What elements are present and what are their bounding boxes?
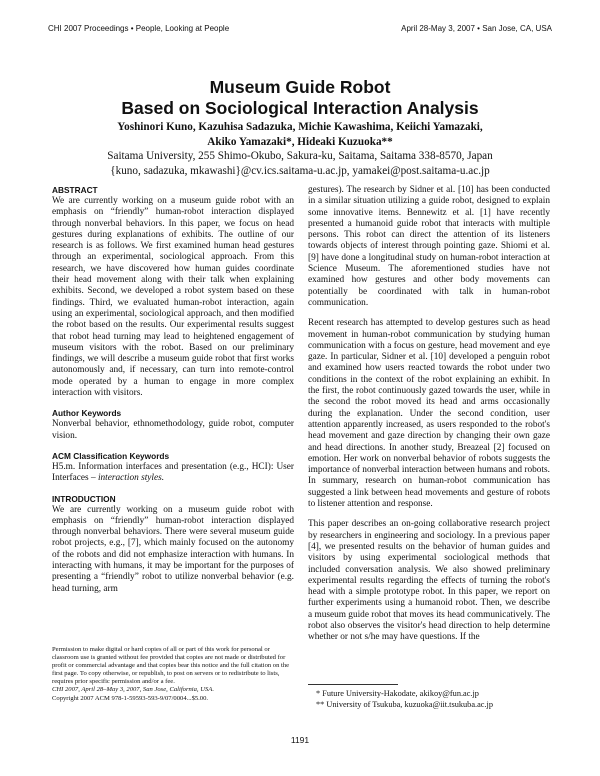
acm-heading: ACM Classification Keywords <box>52 450 170 461</box>
acm-text-plain: H5.m. Information interfaces and presentation (e.g., HCI): User Interfaces – <box>52 461 294 484</box>
right-column <box>308 185 550 644</box>
intro-heading: INTRODUCTION <box>52 493 116 504</box>
header-left: CHI 2007 Proceedings • People, Looking at People <box>48 24 230 33</box>
header-right: April 28-May 3, 2007 • San Jose, CA, USA <box>401 24 552 33</box>
title-line-1: Museum Guide Robot <box>209 77 391 97</box>
affiliation: Saitama University, 255 Shimo-Okubo, Sakura-ku, Saitama, Saitama 338-8570, Japan <box>107 150 493 162</box>
abstract-text: We are currently working on a museum guide robot with an emphasis on “friendly” human-robot interaction displayed through nonverbal behaviors. In this paper, we focus on head gestures during explanations of exhibits. The outline of our research is as follows. We first examined human head gestures through an experimental, sociological approach. From this research, we have discovered how human guides coordinate their head movement along with their talk when explaining exhibits. Second, we developed a robot system based on these findings. Third, we evaluated human-robot interaction, again using an experimental, sociological approach, and then modified the robot based on the results. Our experimental results suggest that robot head turning may lead to heightened engagement of museum visitors with the robot. Based on our preliminary findings, we will describe a museum guide robot that first works autonomously and, if necessary, can turn into remote-control mode operated by a human to engage in more complex interaction with visitors. <box>52 196 294 399</box>
keywords-text: Nonverbal behavior, ethnomethodology, guide robot, computer vision. <box>52 419 294 441</box>
abstract-heading: ABSTRACT <box>52 185 98 195</box>
keywords-heading: Author Keywords <box>52 408 122 419</box>
left-column <box>52 185 294 595</box>
running-header <box>48 24 552 38</box>
acm-text <box>52 462 294 485</box>
footnotes <box>308 684 550 710</box>
title-line-2: Based on Sociological Interaction Analysis <box>121 98 479 118</box>
page-number: 1191 <box>290 735 310 745</box>
author-emails: {kuno, sadazuka, mkawashi}@cv.ics.saitama-u.ac.jp, yamakei@post.saitama-u.ac.jp <box>110 164 490 177</box>
acm-text-italic: interaction styles. <box>97 473 165 484</box>
intro-text: We are currently working on a museum guide robot with emphasis on “friendly” human-robot interaction displayed through nonverbal behaviors. There were several museum guide robot projects, e.g., [7], which mainly focused on the autonomy of the robots and did not emphasize interaction with humans. In interacting with humans, it may be important for the purposes of presenting a “friendly” robot to utilize nonverbal behavior (e.g. head turning, arm <box>52 504 294 594</box>
authors-line-2: Akiko Yamazaki*, Hideaki Kuzuoka** <box>207 135 393 148</box>
paper-title <box>0 77 600 119</box>
footnote-rule <box>308 684 398 685</box>
authors-line-1: Yoshinori Kuno, Kazuhisa Sadazuka, Michie Kawashima, Keiichi Yamazaki, <box>117 121 483 133</box>
conference-info: CHI 2007, April 28–May 3, 2007, San Jose, California, USA. <box>52 686 214 694</box>
footnote-1: * Future University-Hakodate, akikoy@fun.ac.jp <box>316 689 479 698</box>
right-paragraph-1: gestures). The research by Sidner et al. [10] has been conducted in a similar situation utilizing a guide robot, designed to explain some innovative items. Bennewitz et al. [1] have recently presented a humanoid guide robot that interacts with multiple persons. This robot can direct the attention of its listeners towards objects of interest through pointing gaze. Shiomi et al. [9] have done a longitudinal study on human-robot interaction at Science Museum. The aforementioned studies have not examined how gestures and other body movements can potentially be coordinated with talk in human-robot communication. <box>308 185 550 308</box>
footnote-2: ** University of Tsukuba, kuzuoka@iit.tsukuba.ac.jp <box>316 699 493 709</box>
permission-block <box>52 646 294 703</box>
copyright-line: Copyright 2007 ACM 978-1-59593-593-9/07/0004...$5.00. <box>52 694 209 702</box>
author-block <box>0 120 600 178</box>
right-paragraph-2: Recent research has attempted to develop gestures such as head movement in human-robot communication by studying human communication with a focus on gesture, head movement and eye gaze. In particular, Sidner et al. [10] developed a penguin robot and examined how users reacted towards the robot under two conditions in the context of the robot explaining an exhibit. In the first, the robot continuously gazed towards the user, while in the second the robot moved its head and arms occasionally during the explanation. Under the second condition, user attention apparently increased, as users responded to the robot's head movement and gaze direction by changing their own gaze and head directions. In another study, Breazeal [2] focused on emotion. Her work on nonverbal behavior of robots suggests the importance of nonverbal interaction between humans and robots. In summary, research on human-robot communication has suggested a link between head movements and gesture of robots to listener attention and response. <box>308 318 550 510</box>
permission-text: Permission to make digital or hard copies of all or part of this work for personal or classroom use is granted without fee provided that copies are not made or distributed for profit or commercial advantage and that copies bear this notice and the full citation on the first page. To copy otherwise, or republish, to post on servers or to redistribute to lists, requires prior specific permission and/or a fee. <box>52 646 290 686</box>
right-paragraph-3: This paper describes an on-going collaborative research project by researchers in engineering and sociology. In a previous paper [4], we presented results on the behavior of human guides and visitors by using experimental sociological methods that included conversation analysis. We also showed preliminary experimental results regarding the effects of turning the robot's head with a simple prototype robot. In this paper, we report on further experiments using a humanoid robot. Then, we describe a museum guide robot that moves its head communicatively. The robot also observes the visitor's head direction to help determine whether or not s/he may have questions. If the <box>308 519 550 643</box>
